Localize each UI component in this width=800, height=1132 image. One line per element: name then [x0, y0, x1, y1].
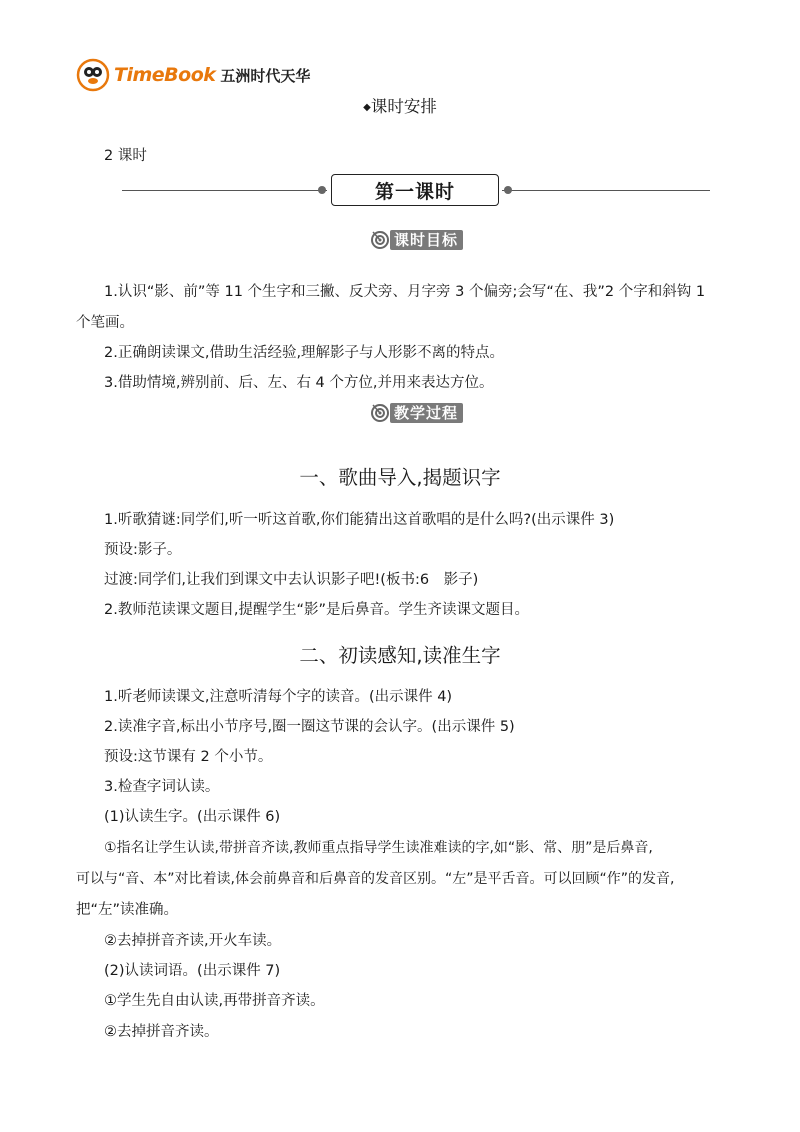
section-2-line-3: 预设:这节课有 2 个小节。 [104, 749, 273, 765]
logo [76, 58, 310, 92]
section-2-line-5: (1)认读生字。(出示课件 6) [104, 809, 281, 825]
objective-line-3: 2.正确朗读课文,借助生活经验,理解影子与人形影不离的特点。 [104, 345, 505, 361]
section-2-line-1: 1.听老师读课文,注意听清每个字的读音。(出示课件 4) [104, 689, 453, 705]
section-1-line-4: 2.教师范读课文题目,提醒学生“影”是后鼻音。学生齐读课文题目。 [104, 602, 529, 618]
section-2-line-10: (2)认读词语。(出示课件 7) [104, 963, 281, 979]
diamond-icon: ◆ [363, 102, 371, 113]
schedule-heading-text: 课时安排 [370, 97, 437, 116]
section-2-line-6: ①指名让学生认读,带拼音齐读,教师重点指导学生读准难读的字,如“影、常、朋”是后鼻音, [104, 840, 653, 856]
timebook-logo-icon [76, 58, 110, 92]
objective-line-2: 个笔画。 [76, 315, 134, 331]
section-2-line-7: 可以与“音、本”对比着读,体会前鼻音和后鼻音的发音区别。“左”是平舌音。可以回顾“作”的发音, [76, 871, 675, 887]
logo-text-en: TimeBook [114, 64, 216, 86]
process-badge [370, 402, 463, 424]
schedule-heading [0, 93, 800, 117]
divider-left [122, 190, 327, 191]
divider-left-dot [316, 184, 327, 195]
section-1-line-2: 预设:影子。 [104, 542, 182, 558]
section-1-line-1: 1.听歌猜谜:同学们,听一听这首歌,你们能猜出这首歌唱的是什么吗?(出示课件 3) [104, 512, 615, 528]
objectives-badge [370, 229, 463, 251]
section-2-line-8: 把“左”读准确。 [76, 902, 179, 918]
objective-line-1: 1.认识“影、前”等 11 个生字和三撇、反犬旁、月字旁 3 个偏旁;会写“在、我”2 个字和斜钩 1 [104, 284, 706, 300]
schedule-value: 2 课时 [104, 148, 147, 164]
target-icon [370, 403, 390, 423]
section-2-line-11: ①学生先自由认读,再带拼音齐读。 [104, 993, 325, 1009]
section-2-line-9: ②去掉拼音齐读,开火车读。 [104, 933, 282, 949]
logo-text-cn: 五洲时代天华 [220, 66, 311, 85]
section-2-title: 二、初读感知,读准生字 [299, 644, 501, 667]
objective-line-4: 3.借助情境,辨别前、后、左、右 4 个方位,并用来表达方位。 [104, 375, 494, 391]
section-1-line-3: 过渡:同学们,让我们到课文中去认识影子吧!(板书:6 影子) [104, 572, 479, 588]
target-icon [370, 230, 390, 250]
section-2-line-2: 2.读准字音,标出小节序号,圈一圈这节课的会认字。(出示课件 5) [104, 719, 515, 735]
section-1-title: 一、歌曲导入,揭题识字 [299, 466, 501, 489]
objectives-badge-label: 课时目标 [390, 230, 463, 250]
section-2-line-4: 3.检查字词认读。 [104, 779, 220, 795]
process-badge-label: 教学过程 [390, 403, 463, 423]
divider-right [502, 190, 710, 191]
lesson-title: 第一课时 [331, 174, 499, 206]
section-2-line-12: ②去掉拼音齐读。 [104, 1024, 219, 1040]
divider-right-dot [502, 184, 513, 195]
